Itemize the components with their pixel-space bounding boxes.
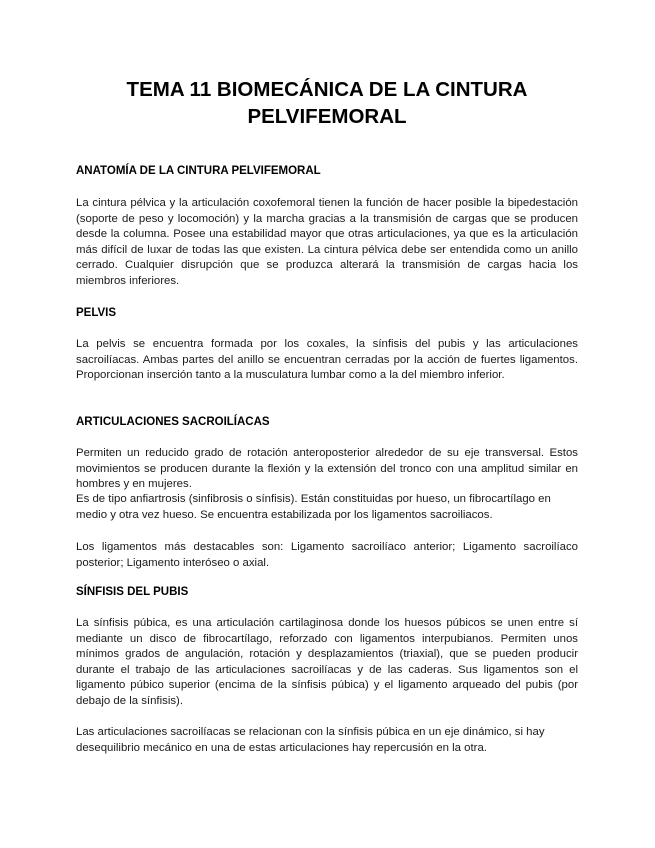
paragraph-sinfisis-1: La sínfisis púbica, es una articulación cartilaginosa donde los huesos púbicos se unen entre sí mediante un disco de fibrocartílago, reforzado con ligamentos interpubianos. Permiten unos mínimos grados de angulación, rotación y desplazamientos (triaxial), que se pueden producir durante el trabajo de las articulaciones sacroilíacas y de las caderas. Sus ligamentos son el ligamento púbico superior (encima de la sínfisis púbica) y el ligamento arqueado del pubis (por debajo de la sínfisis). [76, 617, 578, 707]
paragraph-sacroiliacas-3: Los ligamentos más destacables son: Ligamento sacroilíaco anterior; Ligamento sacroilíaco posterior; Ligamento interóseo o axial. [76, 541, 578, 569]
document-title [76, 76, 578, 130]
section-heading-sinfisis: SÍNFISIS DEL PUBIS [76, 586, 189, 598]
paragraph-anatomia: La cintura pélvica y la articulación coxofemoral tienen la función de hacer posible la bipedestación (soporte de peso y locomoción) y la marcha gracias a la transmisión de cargas que se producen desde la columna. Posee una estabilidad mayor que otras articulaciones, ya que es la articulación más difícil de luxar de todas las que existen. La cintura pélvica debe ser entendida como un anillo cerrado. Cualquier disrupción que se produzca alterará la transmisión de cargas hacia los miembros inferiores. [76, 197, 578, 287]
section-heading-pelvis: PELVIS [76, 307, 117, 319]
paragraph-pelvis: La pelvis se encuentra formada por los coxales, la sínfisis del pubis y las articulaciones sacroilíacas. Ambas partes del anillo se encuentran cerradas por la acción de fuertes ligamentos. Proporcionan inserción tanto a la musculatura lumbar como a la del miembro inferior. [76, 338, 578, 381]
title-line-2: PELVIFEMORAL [247, 105, 407, 128]
title-line-1: TEMA 11 BIOMECÁNICA DE LA CINTURA [126, 78, 528, 101]
paragraph-sacroiliacas-1: Permiten un reducido grado de rotación anteroposterior alrededor de su eje transversal. Estos movimientos se producen durante la flexión y la extensión del tronco con una amplitud similar en hombres y en mujeres. [76, 447, 578, 490]
paragraph-sinfisis-2: Las articulaciones sacroilíacas se relacionan con la sínfisis púbica en un eje dinámico, si hay desequilibrio mecánico en una de estas articulaciones hay repercusión en la otra. [76, 726, 545, 754]
section-heading-anatomia: ANATOMÍA DE LA CINTURA PELVIFEMORAL [76, 165, 321, 177]
paragraph-sacroiliacas-2: Es de tipo anfiartrosis (sinfibrosis o sínfisis). Están constituidas por hueso, un fibrocartílago en medio y otra vez hueso. Se encuentra estabilizada por los ligamentos sacroiliacos. [76, 493, 551, 521]
section-heading-sacroiliacas: ARTICULACIONES SACROILÍACAS [76, 416, 270, 428]
